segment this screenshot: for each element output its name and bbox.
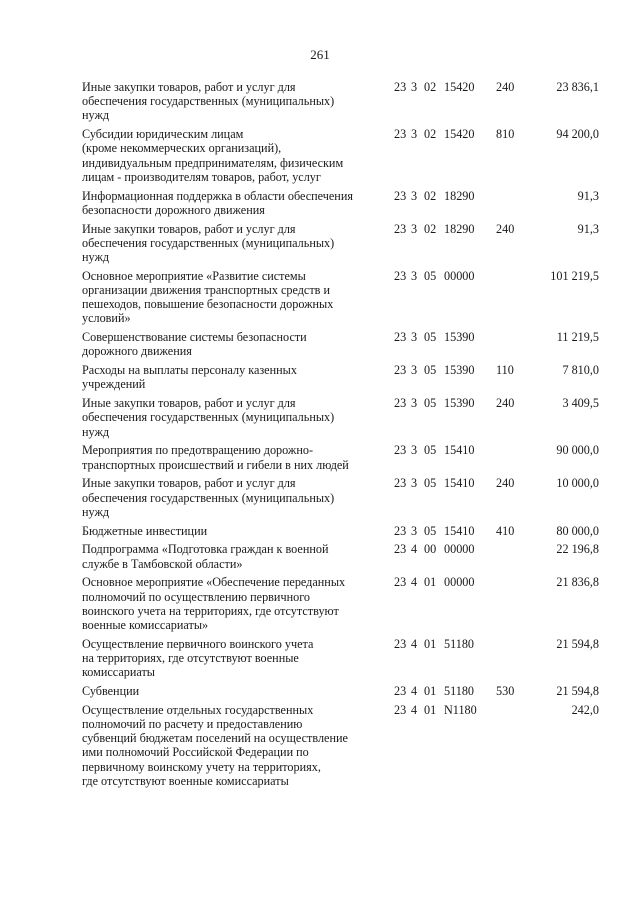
- subprogram-code: 4: [411, 636, 418, 651]
- amount: 10 000,0: [556, 476, 599, 491]
- direction-code: 15420: [444, 80, 475, 94]
- subprogram-code: 3: [411, 476, 418, 491]
- main-activity-code: 01: [424, 636, 437, 651]
- direction-code: 51180: [444, 636, 475, 651]
- subprogram-code: 4: [411, 702, 418, 717]
- program-code: 23: [394, 80, 407, 94]
- expense-type-code: 810: [496, 127, 515, 142]
- subprogram-code: 4: [411, 575, 418, 590]
- row-description: Осуществление первичного воинского учета на территориях, где отсутствуют военные комиссариаты: [82, 636, 314, 680]
- row-description: Бюджетные инвестиции: [82, 523, 208, 538]
- main-activity-code: 05: [424, 476, 437, 491]
- amount: 23 836,1: [556, 80, 599, 94]
- amount: 80 000,0: [556, 523, 599, 538]
- table-row: [82, 330, 602, 358]
- program-code: 23: [394, 575, 407, 590]
- budget-table: [82, 80, 602, 793]
- table-row: [82, 637, 602, 680]
- expense-type-code: 240: [496, 476, 515, 491]
- amount: 21 594,8: [556, 684, 599, 699]
- subprogram-code: 3: [411, 443, 418, 458]
- main-activity-code: 02: [424, 188, 437, 203]
- subprogram-code: 4: [411, 684, 418, 699]
- row-description: Основное мероприятие «Развитие системы организации движения транспортных средств и пешеходов, повышение безопасности дорожных условий»: [82, 268, 334, 326]
- table-row: [82, 575, 602, 632]
- main-activity-code: 05: [424, 523, 437, 538]
- main-activity-code: 05: [424, 396, 437, 411]
- direction-code: 15410: [444, 523, 475, 538]
- program-code: 23: [394, 330, 407, 345]
- row-description: Подпрограмма «Подготовка граждан к военной службе в Тамбовской области»: [82, 542, 329, 571]
- expense-type-code: 410: [496, 523, 515, 538]
- table-row: [82, 269, 602, 326]
- direction-code: 15390: [444, 396, 475, 411]
- amount: 91,3: [577, 188, 599, 203]
- amount: 22 196,8: [556, 542, 599, 557]
- row-description: Мероприятия по предотвращению дорожно- транспортных происшествий и гибели в них людей: [82, 443, 349, 472]
- expense-type-code: 240: [496, 221, 515, 236]
- row-description: Иные закупки товаров, работ и услуг для обеспечения государственных (муниципальных) нужд: [82, 221, 335, 265]
- row-description: Субсидии юридическим лицам (кроме некоммерческих организаций), индивидуальным предпринимателям, физическим лицам - производителям товаров, работ, услуг: [82, 127, 344, 184]
- program-code: 23: [394, 188, 407, 203]
- table-row: [82, 443, 602, 471]
- program-code: 23: [394, 636, 407, 651]
- amount: 7 810,0: [562, 363, 599, 378]
- table-row: [82, 189, 602, 217]
- amount: 11 219,5: [556, 330, 599, 345]
- subprogram-code: 4: [411, 542, 418, 557]
- row-description: Совершенствование системы безопасности дорожного движения: [82, 330, 307, 359]
- direction-code: 15390: [444, 330, 475, 345]
- program-code: 23: [394, 476, 407, 491]
- page-number: 261: [310, 47, 330, 62]
- program-code: 23: [394, 684, 407, 699]
- subprogram-code: 3: [411, 396, 418, 411]
- table-row: [82, 396, 602, 439]
- program-code: 23: [394, 542, 407, 557]
- row-description: Иные закупки товаров, работ и услуг для обеспечения государственных (муниципальных) нужд: [82, 80, 335, 123]
- direction-code: 15390: [444, 363, 475, 378]
- table-row: [82, 703, 602, 788]
- subprogram-code: 3: [411, 80, 418, 94]
- expense-type-code: 110: [496, 363, 514, 378]
- row-description: Информационная поддержка в области обеспечения безопасности дорожного движения: [82, 188, 353, 217]
- program-code: 23: [394, 396, 407, 411]
- subprogram-code: 3: [411, 268, 418, 283]
- row-description: Основное мероприятие «Обеспечение переданных полномочий по осуществлению первичного воинского учета на территориях, где отсутствуют военные комиссариаты»: [82, 575, 346, 633]
- amount: 91,3: [577, 221, 599, 236]
- amount: 242,0: [571, 702, 599, 717]
- subprogram-code: 3: [411, 221, 418, 236]
- program-code: 23: [394, 127, 407, 142]
- row-description: Иные закупки товаров, работ и услуг для обеспечения государственных (муниципальных) нужд: [82, 476, 335, 519]
- direction-code: 15420: [444, 127, 475, 142]
- direction-code: 18290: [444, 221, 475, 236]
- row-description: Иные закупки товаров, работ и услуг для обеспечения государственных (муниципальных) нужд: [82, 396, 335, 439]
- main-activity-code: 05: [424, 443, 437, 458]
- main-activity-code: 00: [424, 542, 437, 557]
- direction-code: 15410: [444, 476, 475, 491]
- table-row: [82, 524, 602, 538]
- main-activity-code: 01: [424, 575, 437, 590]
- subprogram-code: 3: [411, 523, 418, 538]
- direction-code: N1180: [444, 702, 477, 717]
- subprogram-code: 3: [411, 188, 418, 203]
- amount: 21 594,8: [556, 636, 599, 651]
- row-description: Осуществление отдельных государственных полномочий по расчету и предоставлению субвенций бюджетам поселений на осуществление ими полномочий Российской Федерации по первичному воинскому учету на территориях, где отсутствуют военные комиссариаты: [82, 702, 348, 788]
- amount: 21 836,8: [556, 575, 599, 590]
- expense-type-code: 240: [496, 80, 515, 94]
- main-activity-code: 01: [424, 702, 437, 717]
- row-description: Расходы на выплаты персоналу казенных учреждений: [82, 363, 297, 392]
- program-code: 23: [394, 523, 407, 538]
- program-code: 23: [394, 268, 407, 283]
- subprogram-code: 3: [411, 330, 418, 345]
- expense-type-code: 530: [496, 684, 515, 699]
- direction-code: 15410: [444, 443, 475, 458]
- table-row: [82, 363, 602, 391]
- subprogram-code: 3: [411, 127, 418, 142]
- table-row: [82, 127, 602, 184]
- main-activity-code: 02: [424, 221, 437, 236]
- program-code: 23: [394, 363, 407, 378]
- table-row: [82, 684, 602, 698]
- table-row: [82, 476, 602, 519]
- direction-code: 00000: [444, 575, 475, 590]
- program-code: 23: [394, 702, 407, 717]
- table-row: [82, 222, 602, 265]
- main-activity-code: 02: [424, 80, 437, 94]
- direction-code: 51180: [444, 684, 475, 699]
- program-code: 23: [394, 443, 407, 458]
- subprogram-code: 3: [411, 363, 418, 378]
- direction-code: 18290: [444, 188, 475, 203]
- direction-code: 00000: [444, 542, 475, 557]
- amount: 90 000,0: [556, 443, 599, 458]
- main-activity-code: 05: [424, 268, 437, 283]
- program-code: 23: [394, 221, 407, 236]
- amount: 101 219,5: [550, 268, 599, 283]
- main-activity-code: 05: [424, 363, 437, 378]
- main-activity-code: 05: [424, 330, 437, 345]
- direction-code: 00000: [444, 268, 475, 283]
- table-row: [82, 542, 602, 570]
- table-row: [82, 80, 602, 123]
- main-activity-code: 02: [424, 127, 437, 142]
- expense-type-code: 240: [496, 396, 515, 411]
- row-description: Субвенции: [82, 684, 140, 699]
- amount: 3 409,5: [562, 396, 599, 411]
- amount: 94 200,0: [556, 127, 599, 142]
- main-activity-code: 01: [424, 684, 437, 699]
